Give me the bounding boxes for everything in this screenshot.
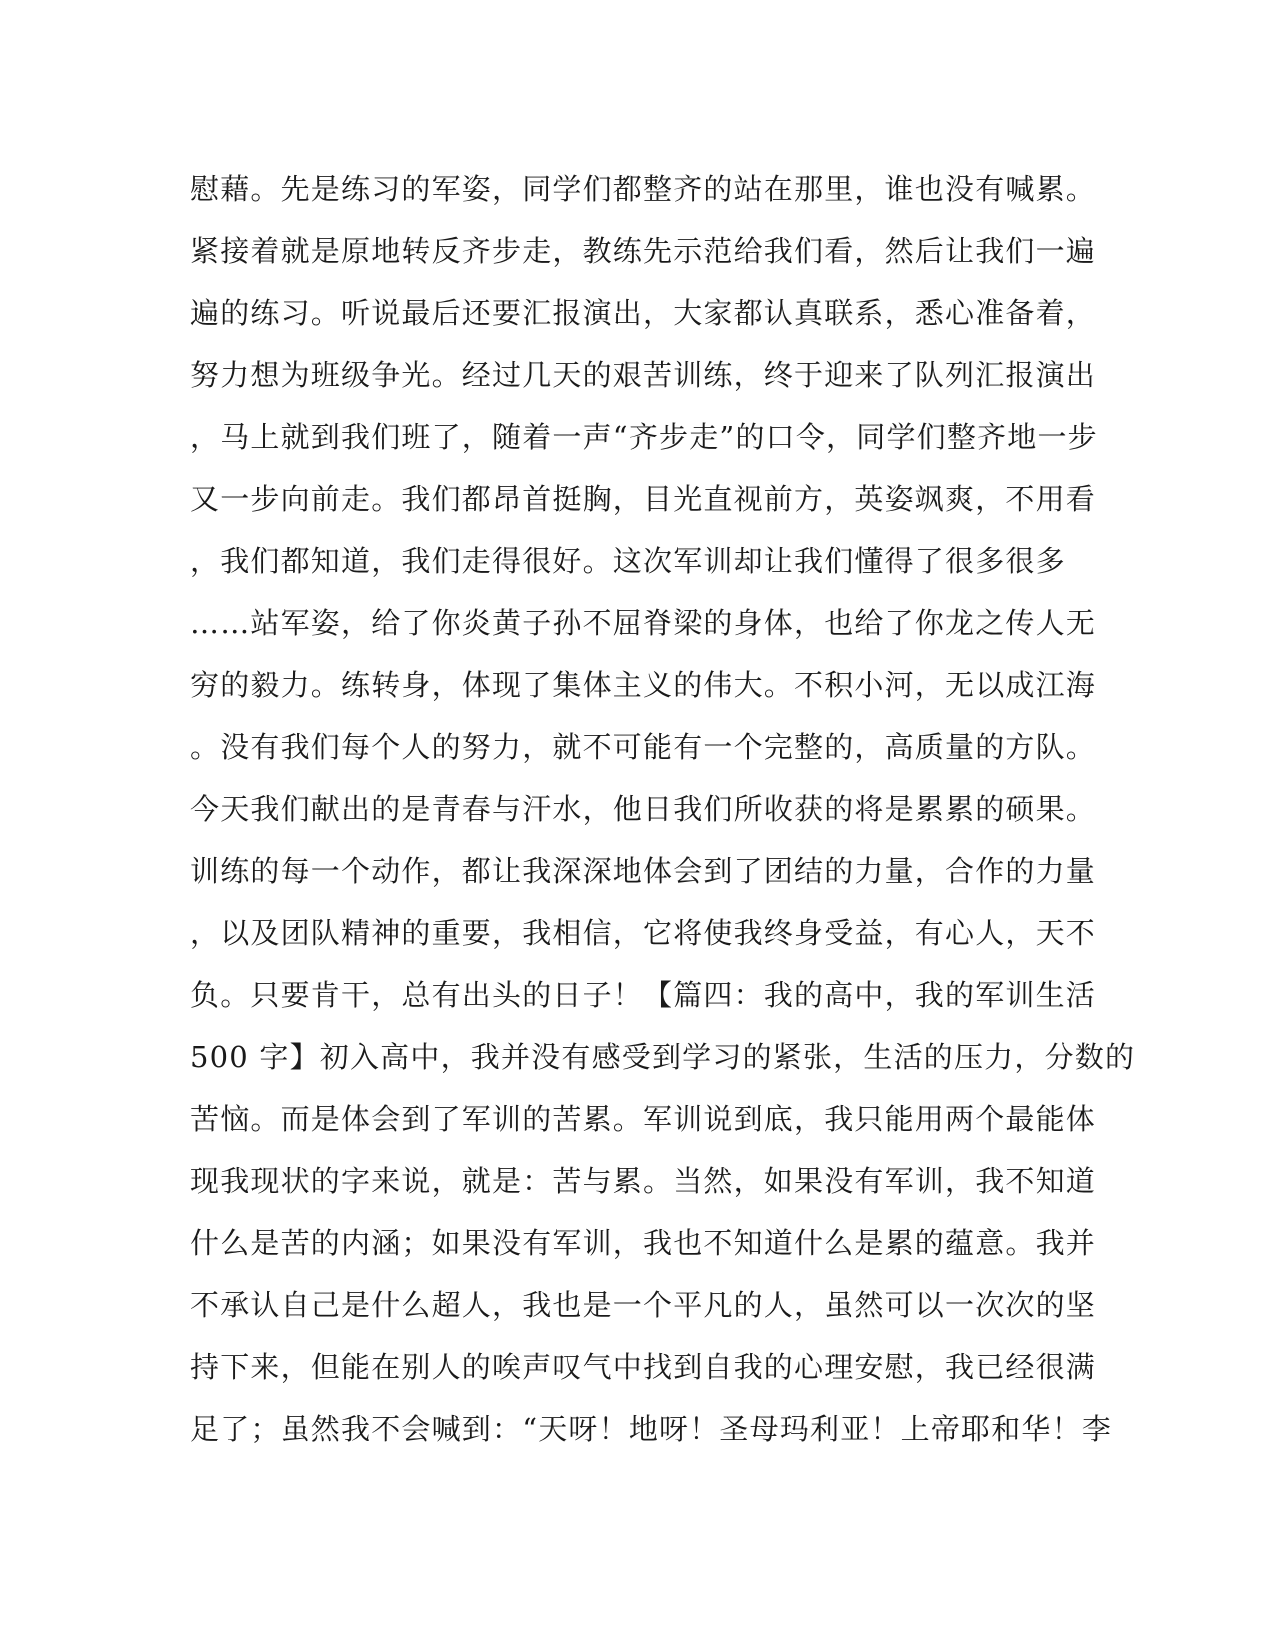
text-line-13: ，以及团队精神的重要，我相信，它将使我终身受益，有心人，天不 [190, 916, 1097, 950]
text-line-5: ，马上就到我们班了，随着一声“齐步走”的口令，同学们整齐地一步 [190, 420, 1098, 454]
text-line-15: 500 字】初入高中，我并没有感受到学习的紧张，生活的压力，分数的 [190, 1040, 1136, 1074]
text-line-19: 不承认自己是什么超人，我也是一个平凡的人，虽然可以一次次的坚 [190, 1288, 1097, 1322]
text-line-3: 遍的练习。听说最后还要汇报演出，大家都认真联系，悉心准备着， [190, 296, 1097, 330]
text-line-9: 穷的毅力。练转身，体现了集体主义的伟大。不积小河，无以成江海 [190, 668, 1097, 702]
text-line-8: ……站军姿，给了你炎黄子孙不屈脊梁的身体，也给了你龙之传人无 [190, 606, 1097, 640]
text-line-12: 训练的每一个动作，都让我深深地体会到了团结的力量，合作的力量 [190, 854, 1097, 888]
text-line-14: 负。只要肯干，总有出头的日子！【篇四：我的高中，我的军训生活 [190, 978, 1097, 1012]
text-line-4: 努力想为班级争光。经过几天的艰苦训练，终于迎来了队列汇报演出 [190, 358, 1097, 392]
text-line-20: 持下来，但能在别人的唉声叹气中找到自我的心理安慰，我已经很满 [190, 1350, 1097, 1384]
text-line-2: 紧接着就是原地转反齐步走，教练先示范给我们看，然后让我们一遍 [190, 234, 1097, 268]
text-line-21: 足了；虽然我不会喊到：“天呀！地呀！圣母玛利亚！上帝耶和华！李 [190, 1412, 1113, 1446]
text-line-1: 慰藉。先是练习的军姿，同学们都整齐的站在那里，谁也没有喊累。 [190, 172, 1097, 206]
text-line-17: 现我现状的字来说，就是：苦与累。当然，如果没有军训，我不知道 [190, 1164, 1097, 1198]
text-line-7: ，我们都知道，我们走得很好。这次军训却让我们懂得了很多很多 [190, 544, 1066, 578]
text-line-11: 今天我们献出的是青春与汗水，他日我们所收获的将是累累的硕果。 [190, 792, 1097, 826]
text-line-10: 。没有我们每个人的努力，就不可能有一个完整的，高质量的方队。 [190, 730, 1097, 764]
text-line-18: 什么是苦的内涵；如果没有军训，我也不知道什么是累的蕴意。我并 [190, 1226, 1097, 1260]
body-text [190, 158, 1136, 1460]
text-line-6: 又一步向前走。我们都昂首挺胸，目光直视前方，英姿飒爽，不用看 [190, 482, 1097, 516]
text-line-16: 苦恼。而是体会到了军训的苦累。军训说到底，我只能用两个最能体 [190, 1102, 1097, 1136]
